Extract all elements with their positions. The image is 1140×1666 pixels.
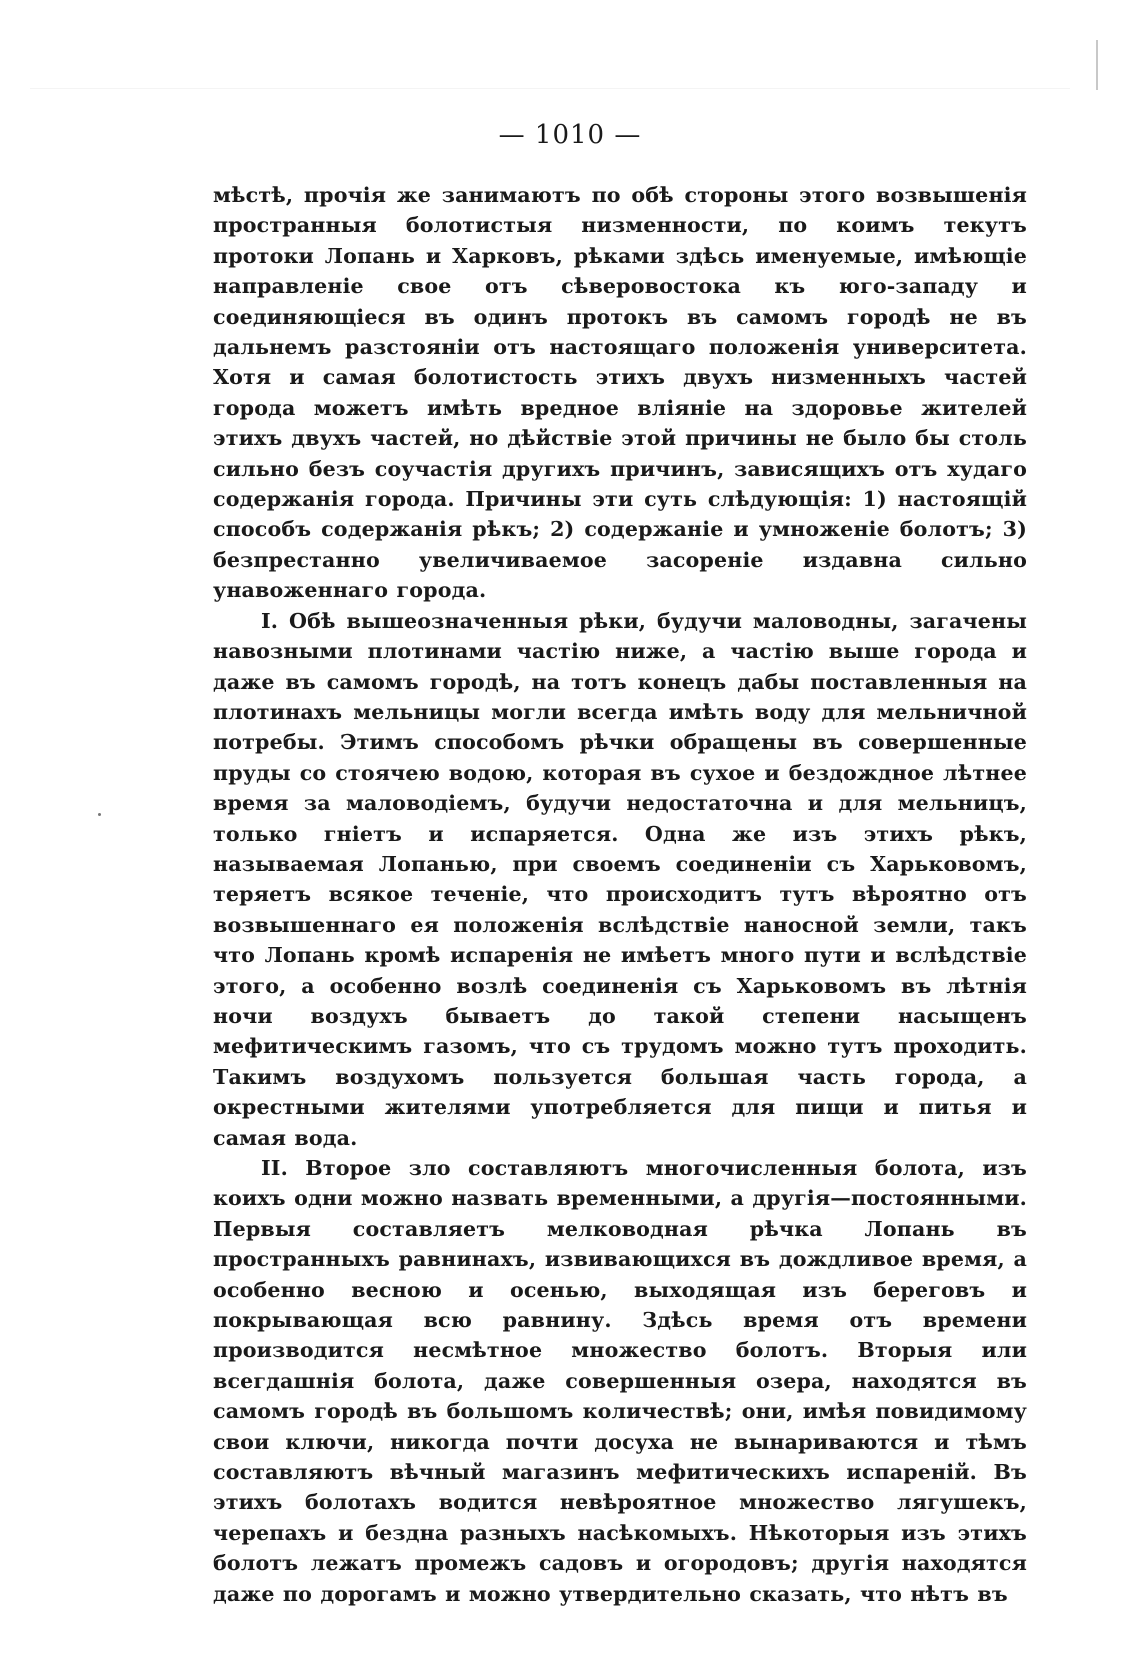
paragraph-swamps: II. Второе зло составляютъ многочисленныя болота, изъ коихъ одни можно назвать временными, а другія—постоянными. Первыя составляетъ мелководная рѣчка Лопань въ пространныхъ равнинахъ, извивающихся въ дождливое время, а особенно весною и осенью, выходящая изъ береговъ и покрывающая всю равнину. Здѣсь время отъ времени производится несмѣтное множество болотъ. Вторыя или всегдашнія болота, даже совершенныя озера, находятся въ самомъ городѣ въ большомъ количествѣ; они, имѣя повидимому свои ключи, никогда почти досуха не вынариваются и тѣмъ составляютъ вѣчный магазинъ мефитическихъ испареній. Въ этихъ болотахъ водится невѣроятное множество лягушекъ, черепахъ и бездна разныхъ насѣкомыхъ. Нѣкоторыя изъ этихъ болотъ лежатъ промежъ садовъ и огородовъ; другія находятся даже по дорогамъ и можно утвердительно сказать, что нѣтъ въ	[213, 1156, 1027, 1606]
paragraph-intro: мѣстѣ, прочія же занимаютъ по обѣ стороны этого возвышенія пространныя болотистыя низменности, по коимъ текутъ протоки Лопань и Харковъ, рѣками здѣсь именуемые, имѣющіе направленіе свое отъ сѣверовостока къ юго-западу и соединяющіеся въ одинъ протокъ въ самомъ городѣ не въ дальнемъ разстояніи отъ настоящаго положенія университета. Хотя и самая болотистость этихъ двухъ низменныхъ частей города можетъ имѣть вредное вліяніе на здоровье жителей этихъ двухъ частей, но дѣйствіе этой причины не было бы столь сильно безъ соучастія другихъ причинъ, зависящихъ отъ худаго содержанія города. Причины эти суть слѣдующія: 1) настоящій способъ содержанія рѣкъ; 2) содержаніе и умноженіе болотъ; 3) безпрестанно увеличиваемое засореніе издавна сильно унавоженнаго города.	[213, 183, 1027, 603]
body-text	[213, 180, 1027, 1609]
scan-speck	[98, 813, 101, 816]
scan-edge-mark	[1096, 40, 1098, 90]
paragraph-rivers: I. Обѣ вышеозначенныя рѣки, будучи маловодны, загачены навозными плотинами частію ниже, а частію выше города и даже въ самомъ городѣ, на тотъ конецъ дабы поставленныя на плотинахъ мельницы могли всегда имѣть воду для мельничной потребы. Этимъ способомъ рѣчки обращены въ совершенные пруды со стоячею водою, которая въ сухое и бездождное лѣтнее время за маловодіемъ, будучи недостаточна и для мельницъ, только гніетъ и испаряется. Одна же изъ этихъ рѣкъ, называемая Лопанью, при своемъ соединеніи съ Харьковомъ, теряетъ всякое теченіе, что происходитъ тутъ вѣроятно отъ возвышеннаго ея положенія вслѣдствіе наносной земли, такъ что Лопань кромѣ испаренія не имѣетъ много пути и вслѣдствіе этого, а особенно возлѣ соединенія съ Харьковомъ въ лѣтнія ночи воздухъ бываетъ до такой степени насыщенъ мефитическимъ газомъ, что съ трудомъ можно тутъ проходить. Такимъ воздухомъ пользуется большая часть города, а окрестными жителями употребляется для пищи и питья и самая вода.	[213, 608, 1027, 1150]
scan-border	[30, 88, 1070, 89]
page-number: — 1010 —	[498, 120, 642, 150]
